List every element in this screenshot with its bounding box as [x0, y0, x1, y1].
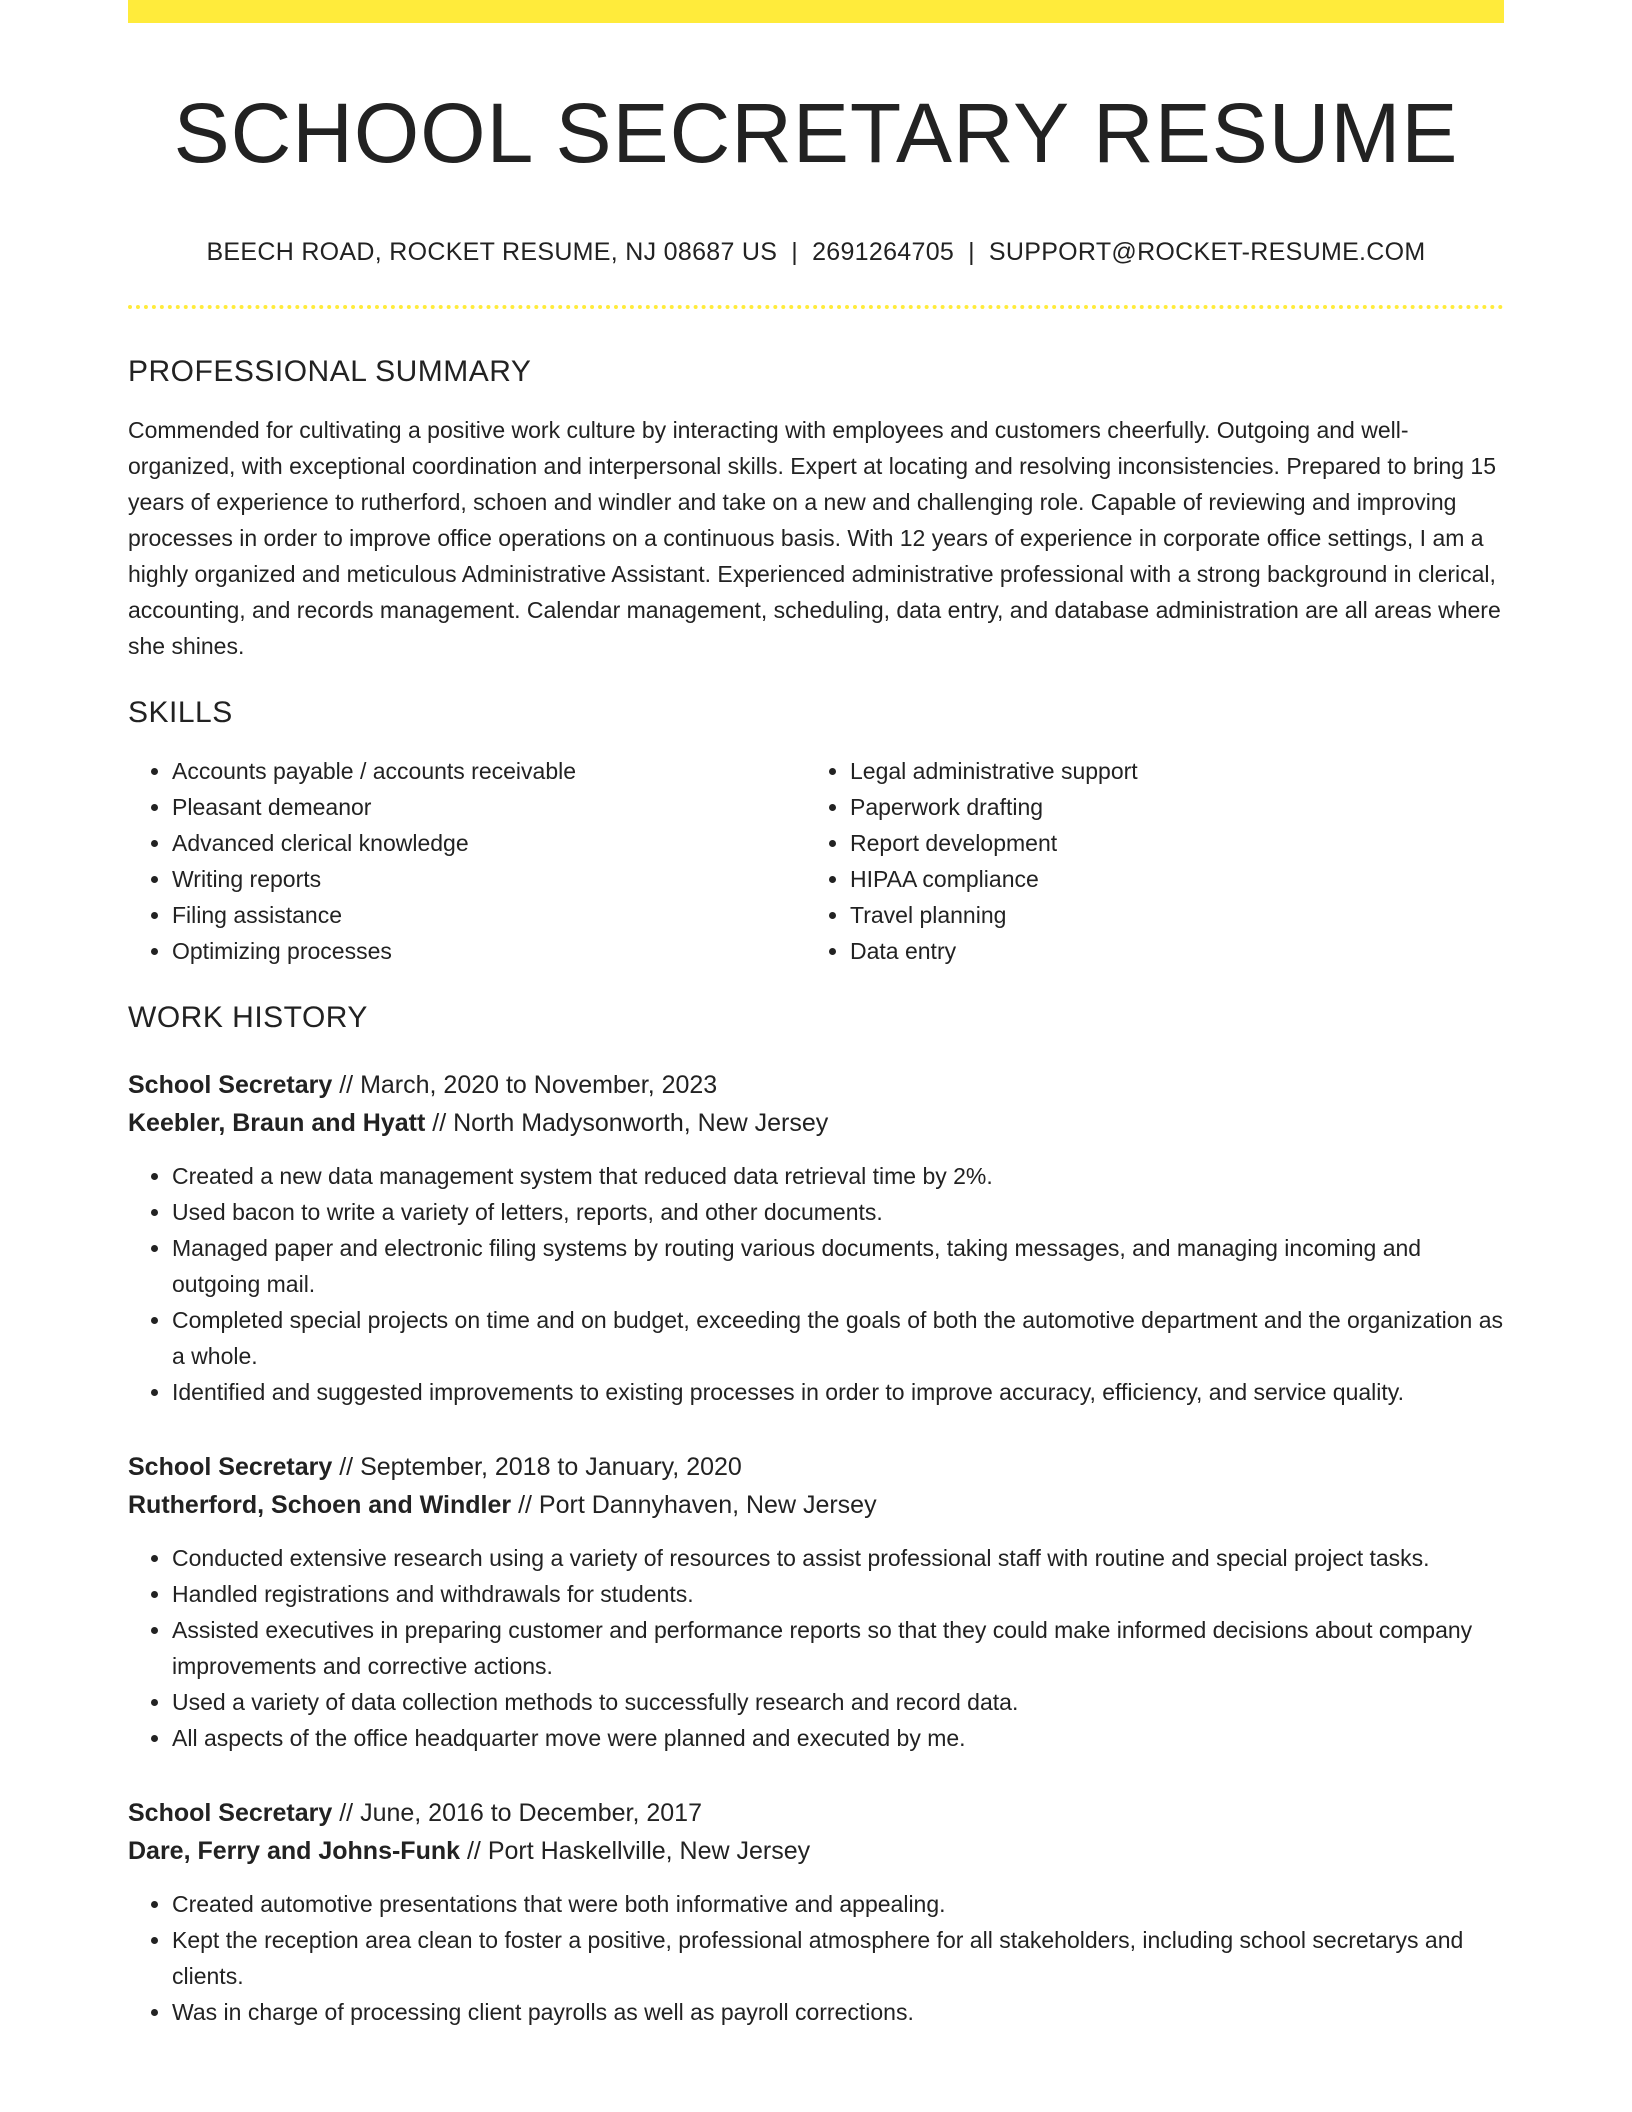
skill-item: • Writing reports — [172, 861, 806, 897]
job-company: Dare, Ferry and Johns-Funk — [128, 1836, 461, 1865]
job-role: School Secretary — [128, 1070, 333, 1099]
contact-line — [128, 238, 1504, 267]
job-location: Port Haskellville, New Jersey — [487, 1836, 811, 1865]
job-bullet: • All aspects of the office headquarter move were planned and executed by me. — [172, 1720, 1504, 1756]
contact-phone: 2691264705 — [812, 237, 955, 266]
contact-address: BEECH ROAD, ROCKET RESUME, NJ 08687 US — [206, 237, 778, 266]
job-dates: September, 2018 to January, 2020 — [360, 1452, 742, 1481]
skill-item: • Pleasant demeanor — [172, 789, 806, 825]
job-bullet: • Completed special projects on time and on budget, exceeding the goals of both the automotive department and the organization as a whole. — [172, 1302, 1504, 1374]
accent-top-bar — [128, 0, 1504, 23]
job-company: Rutherford, Schoen and Windler — [128, 1490, 512, 1519]
field-separator: // — [332, 1798, 361, 1827]
summary-text: Commended for cultivating a positive work culture by interacting with employees and customers cheerfully. Outgoing and well-organized, with exceptional coordination and interpersonal skills. Expert at locating and resolving inconsistencies. Prepared to bring 15 years of experience to rutherford, schoen and windler and take on a new and challenging role. Capable of reviewing and improving processes in order to improve office operations on a continuous basis. With 12 years of experience in corporate office settings, I am a highly organized and meticulous Administrative Assistant. Experienced administrative professional with a strong background in clerical, accounting, and records management. Calendar management, scheduling, data entry, and database administration are all areas where she shines. — [128, 416, 1501, 659]
contact-email: SUPPORT@ROCKET-RESUME.COM — [988, 237, 1426, 266]
resume-title: SCHOOL SECRETARY RESUME — [173, 86, 1459, 180]
skill-item: • Optimizing processes — [172, 933, 806, 969]
skill-item: • Accounts payable / accounts receivable — [172, 753, 806, 789]
job-location: Port Dannyhaven, New Jersey — [538, 1490, 877, 1519]
job-bullet: • Handled registrations and withdrawals for students. — [172, 1576, 1504, 1612]
job-role-line — [128, 1794, 1504, 1832]
job-role: School Secretary — [128, 1798, 333, 1827]
contact-separator: | — [968, 237, 975, 266]
skill-item: • Travel planning — [850, 897, 1484, 933]
job-location: North Madysonworth, New Jersey — [453, 1108, 829, 1137]
skill-item: • Paperwork drafting — [850, 789, 1484, 825]
job-company-line — [128, 1104, 1504, 1142]
job-bullet: • Assisted executives in preparing customer and performance reports so that they could make informed decisions about company improvements and corrective actions. — [172, 1612, 1504, 1684]
summary-heading: PROFESSIONAL SUMMARY — [128, 354, 532, 388]
job-bullet: • Was in charge of processing client payrolls as well as payroll corrections. — [172, 1994, 1504, 2030]
job-dates: June, 2016 to December, 2017 — [360, 1798, 702, 1827]
job-company-line — [128, 1486, 1504, 1524]
job-bullets — [128, 1158, 1504, 1410]
field-separator: // — [425, 1108, 454, 1137]
skills-column-right — [806, 753, 1484, 969]
job-bullet: • Used a variety of data collection methods to successfully research and record data. — [172, 1684, 1504, 1720]
skill-item: • Legal administrative support — [850, 753, 1484, 789]
skill-item: • Data entry — [850, 933, 1484, 969]
skill-item: • HIPAA compliance — [850, 861, 1484, 897]
field-separator: // — [332, 1070, 361, 1099]
resume-page — [128, 0, 1504, 2030]
field-separator: // — [332, 1452, 361, 1481]
skills-list — [128, 753, 1504, 969]
job-company-line — [128, 1832, 1504, 1870]
skill-item: • Report development — [850, 825, 1484, 861]
job-dates: March, 2020 to November, 2023 — [360, 1070, 718, 1099]
job-bullets — [128, 1540, 1504, 1756]
job-bullet: • Kept the reception area clean to foster a positive, professional atmosphere for all stakeholders, including school secretarys and clients. — [172, 1922, 1504, 1994]
job-company: Keebler, Braun and Hyatt — [128, 1108, 426, 1137]
work-history-heading: WORK HISTORY — [128, 1000, 368, 1034]
skills-column-left — [128, 753, 806, 969]
job-bullet: • Used bacon to write a variety of letters, reports, and other documents. — [172, 1194, 1504, 1230]
skill-item: • Filing assistance — [172, 897, 806, 933]
job-entry — [128, 1794, 1504, 2030]
field-separator: // — [511, 1490, 539, 1519]
skill-item: • Advanced clerical knowledge — [172, 825, 806, 861]
job-entry — [128, 1066, 1504, 1410]
job-bullet: • Conducted extensive research using a variety of resources to assist professional staff with routine and special project tasks. — [172, 1540, 1504, 1576]
job-bullets — [128, 1886, 1504, 2030]
job-role-line — [128, 1448, 1504, 1486]
skills-heading: SKILLS — [128, 695, 233, 729]
job-role-line — [128, 1066, 1504, 1104]
job-role: School Secretary — [128, 1452, 333, 1481]
contact-separator: | — [791, 237, 799, 266]
job-bullet: • Created automotive presentations that were both informative and appealing. — [172, 1886, 1504, 1922]
job-bullet: • Identified and suggested improvements to existing processes in order to improve accuracy, efficiency, and service quality. — [172, 1374, 1504, 1410]
field-separator: // — [460, 1836, 488, 1865]
job-bullet: • Created a new data management system that reduced data retrieval time by 2%. — [172, 1158, 1504, 1194]
job-entry — [128, 1448, 1504, 1756]
dotted-divider — [128, 305, 1504, 309]
job-bullet: • Managed paper and electronic filing systems by routing various documents, taking messages, and managing incoming and outgoing mail. — [172, 1230, 1504, 1302]
